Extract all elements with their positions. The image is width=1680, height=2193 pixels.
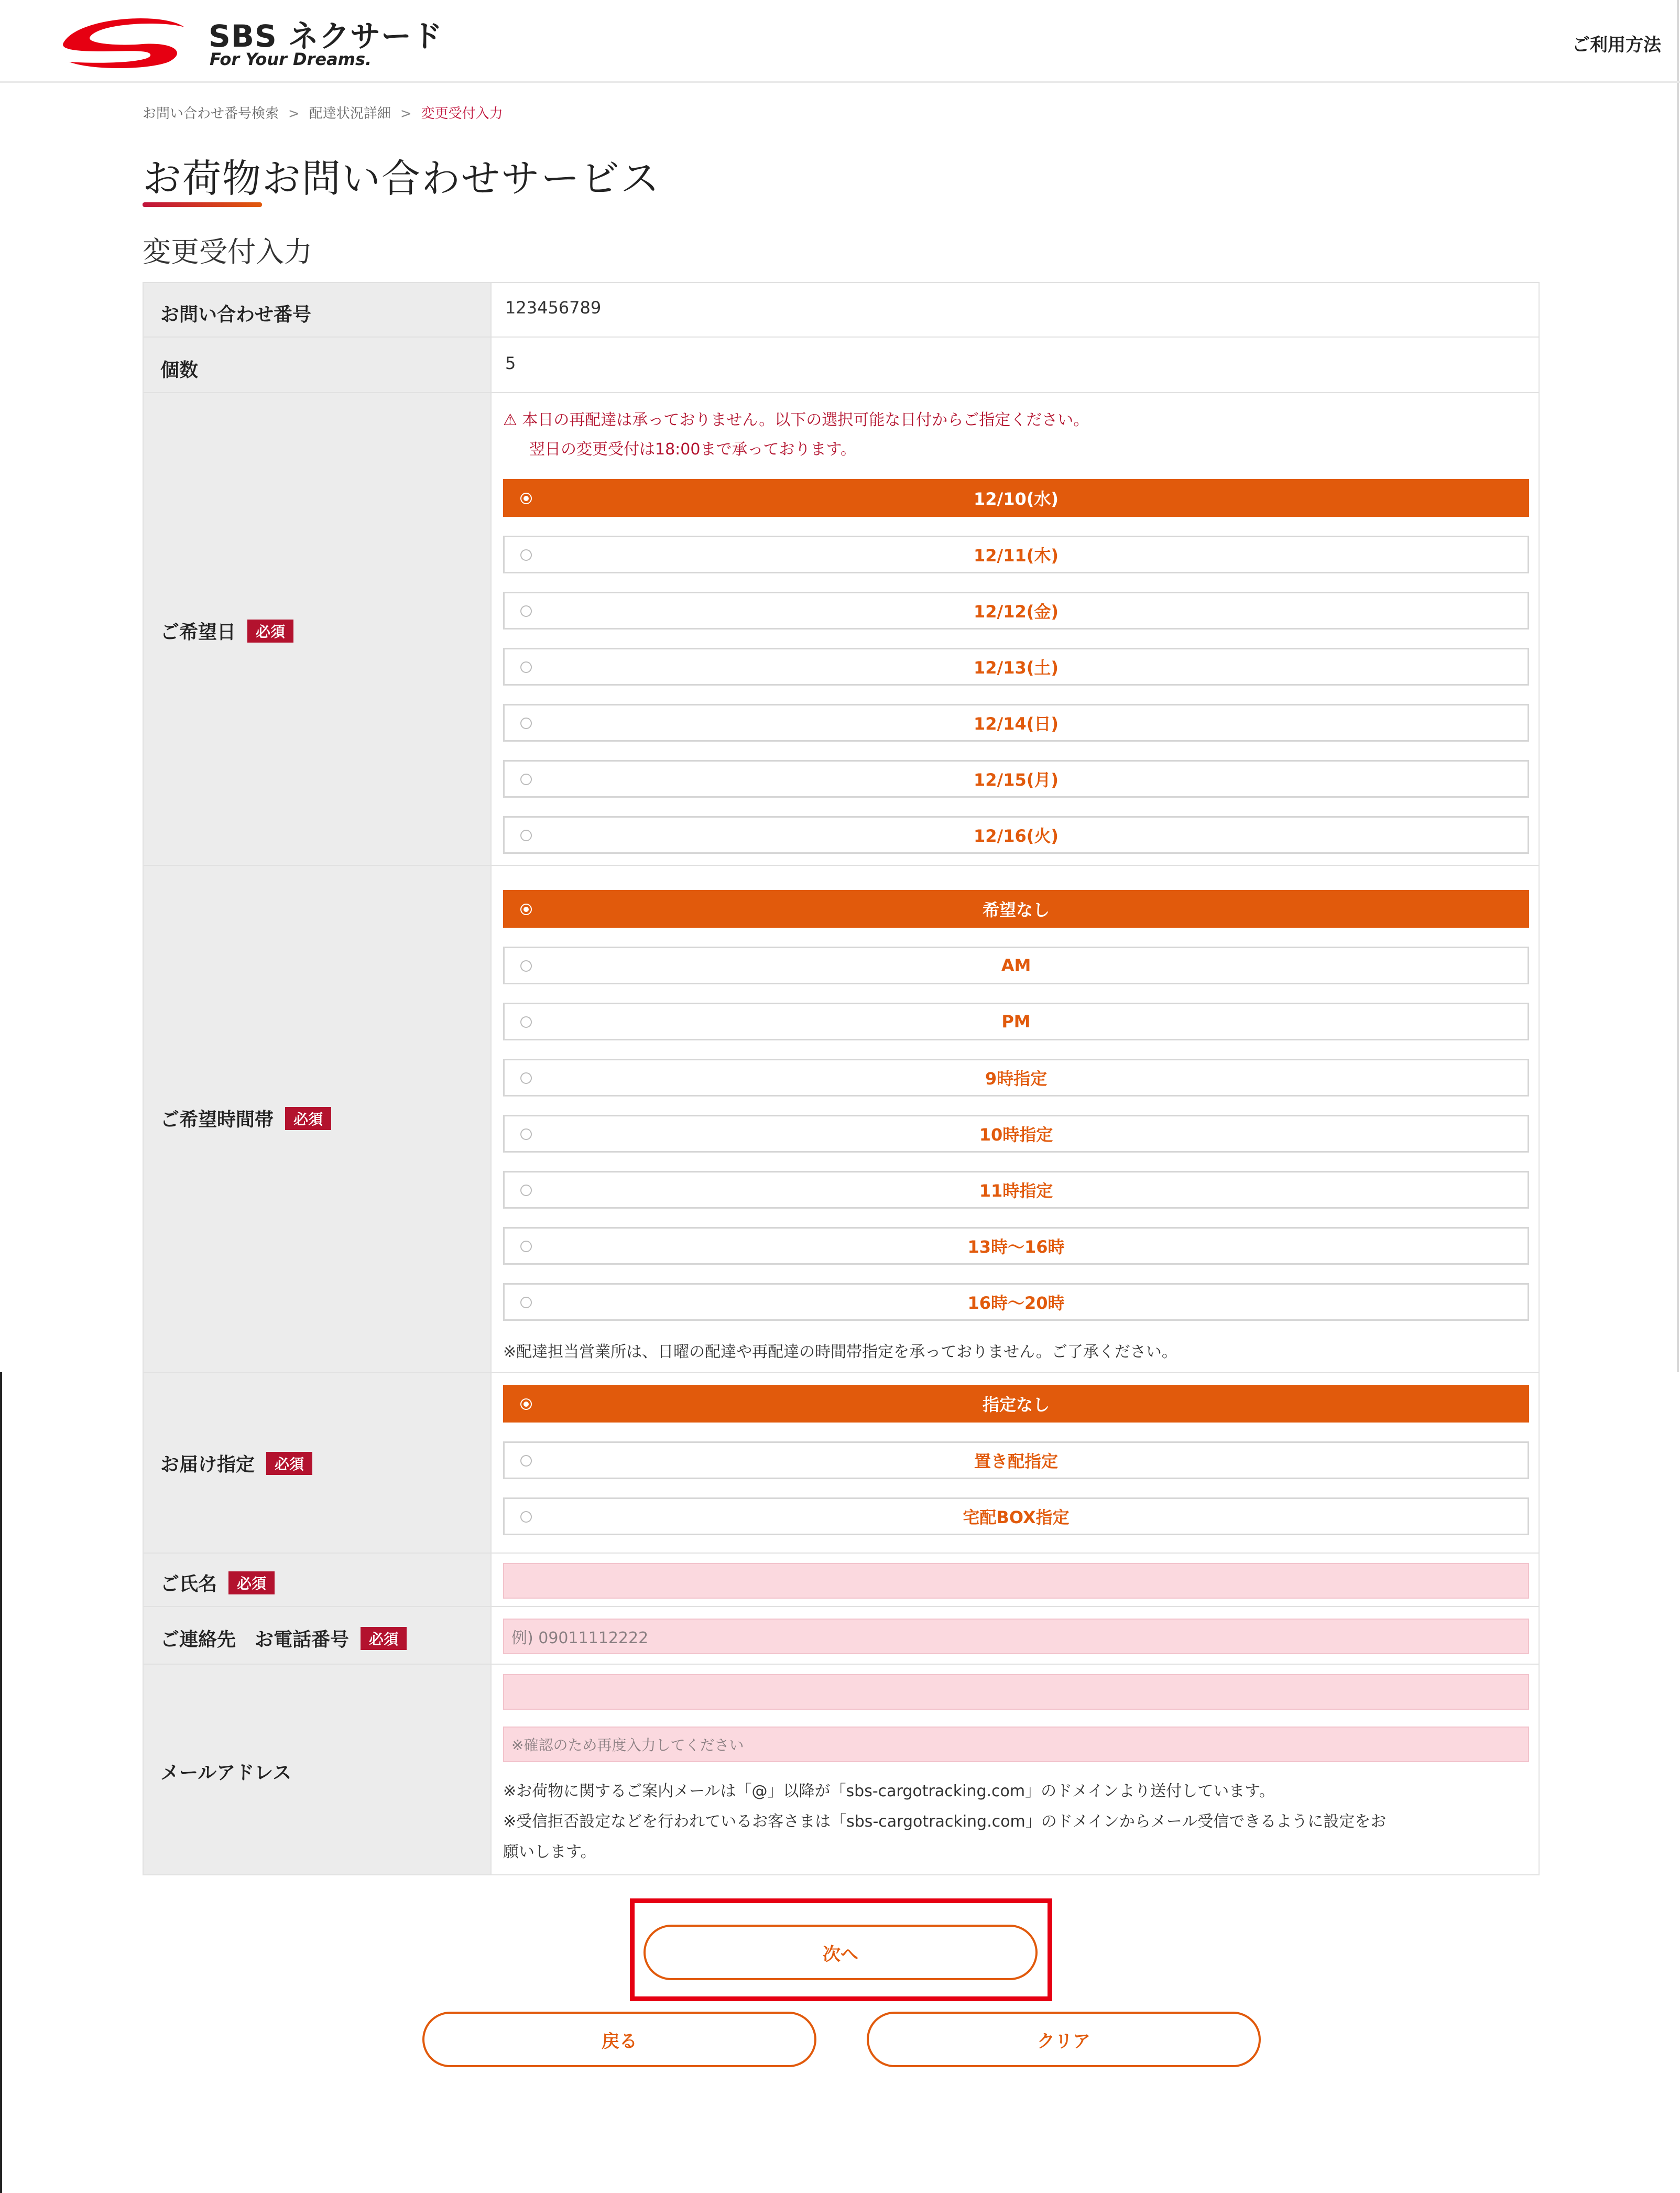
time-note: ※配達担当営業所は、日曜の配達や再配達の時間帯指定を承っておりません。ご了承ください。 <box>503 1343 1177 1361</box>
time-option[interactable]: AM <box>503 947 1529 984</box>
quantity-value: 5 <box>505 353 516 373</box>
date-option[interactable]: 12/16(火) <box>503 816 1529 854</box>
next-button[interactable]: 次へ <box>643 1925 1038 1980</box>
delivery-option[interactable]: 指定なし <box>503 1385 1529 1423</box>
required-badge: 必須 <box>247 620 293 643</box>
row-desired-date <box>143 392 1540 866</box>
email-note-1: ※お荷物に関するご案内メールは「@」以降が「sbs-cargotracking.com」のドメインより送付しています。 <box>503 1782 1275 1800</box>
email-note-3: 願いします。 <box>503 1843 596 1861</box>
name-input[interactable] <box>503 1563 1529 1599</box>
delivery-option[interactable]: 置き配指定 <box>503 1441 1529 1479</box>
title-underline <box>143 202 262 207</box>
sbs-logo-icon <box>59 12 190 70</box>
window-edge <box>1677 0 1679 1372</box>
phone-label: ご連絡先 お電話番号 <box>160 1629 350 1651</box>
brand-name: SBS ネクサード <box>209 18 443 54</box>
inquiry-number-value: 123456789 <box>505 298 602 318</box>
date-option[interactable]: 12/12(金) <box>503 592 1529 629</box>
help-link[interactable]: ご利用方法 <box>1572 35 1661 56</box>
breadcrumb-item-detail[interactable]: 配達状況詳細 <box>309 106 391 122</box>
breadcrumb-item-current: 変更受付入力 <box>421 106 503 122</box>
date-option[interactable]: 12/10(水) <box>503 479 1529 517</box>
desired-date-label: ご希望日 <box>160 622 236 643</box>
breadcrumb-item-search[interactable]: お問い合わせ番号検索 <box>143 106 279 122</box>
time-option[interactable]: 16時～20時 <box>503 1283 1529 1321</box>
required-badge: 必須 <box>285 1107 331 1130</box>
email-note-2: ※受信拒否設定などを行われているお客さまは「sbs-cargotracking.com」のドメインからメール受信できるように設定をお <box>503 1812 1387 1831</box>
name-label: ご氏名 <box>160 1573 217 1595</box>
row-desired-time <box>143 865 1540 1373</box>
inquiry-number-label: お問い合わせ番号 <box>160 304 312 325</box>
date-option[interactable]: 12/14(日) <box>503 704 1529 742</box>
row-email <box>143 1664 1540 1875</box>
row-delivery-method <box>143 1372 1540 1554</box>
breadcrumb <box>143 103 503 122</box>
site-header <box>0 0 1680 83</box>
row-inquiry-number <box>143 282 1540 338</box>
required-badge: 必須 <box>361 1627 407 1650</box>
time-option[interactable]: 10時指定 <box>503 1115 1529 1153</box>
time-option[interactable]: 13時～16時 <box>503 1227 1529 1265</box>
date-warning-line2: 翌日の変更受付は18:00まで承っております。 <box>529 440 857 459</box>
date-option[interactable]: 12/15(月) <box>503 760 1529 798</box>
time-option[interactable]: 希望なし <box>503 890 1529 928</box>
time-option[interactable]: 11時指定 <box>503 1171 1529 1209</box>
required-badge: 必須 <box>266 1452 312 1475</box>
date-option[interactable]: 12/13(土) <box>503 648 1529 686</box>
email-label: メールアドレス <box>160 1762 292 1784</box>
time-option[interactable]: 9時指定 <box>503 1059 1529 1096</box>
row-quantity <box>143 336 1540 393</box>
row-name <box>143 1553 1540 1607</box>
phone-input[interactable]: 例) 09011112222 <box>503 1619 1529 1654</box>
brand-tagline: For Your Dreams. <box>210 49 372 69</box>
chevron-right-icon: > <box>288 106 300 122</box>
date-option[interactable]: 12/11(木) <box>503 536 1529 573</box>
quantity-label: 個数 <box>160 360 199 381</box>
date-warning-line1: ⚠ 本日の再配達は承っておりません。以下の選択可能な日付からご指定ください。 <box>503 411 1089 429</box>
required-badge: 必須 <box>228 1571 275 1594</box>
desired-time-label: ご希望時間帯 <box>160 1109 274 1131</box>
delivery-method-label: お届け指定 <box>160 1454 255 1475</box>
row-phone <box>143 1606 1540 1665</box>
page-title: お荷物お問い合わせサービス <box>143 156 660 201</box>
section-title: 変更受付入力 <box>143 235 312 268</box>
chevron-right-icon: > <box>400 106 412 122</box>
clear-button[interactable]: クリア <box>867 2012 1261 2067</box>
back-button[interactable]: 戻る <box>422 2012 816 2067</box>
time-option[interactable]: PM <box>503 1003 1529 1040</box>
delivery-option[interactable]: 宅配BOX指定 <box>503 1497 1529 1535</box>
email-confirm-input[interactable]: ※確認のため再度入力してください <box>503 1727 1529 1762</box>
email-input[interactable] <box>503 1674 1529 1710</box>
window-edge-left <box>0 1372 2 2193</box>
